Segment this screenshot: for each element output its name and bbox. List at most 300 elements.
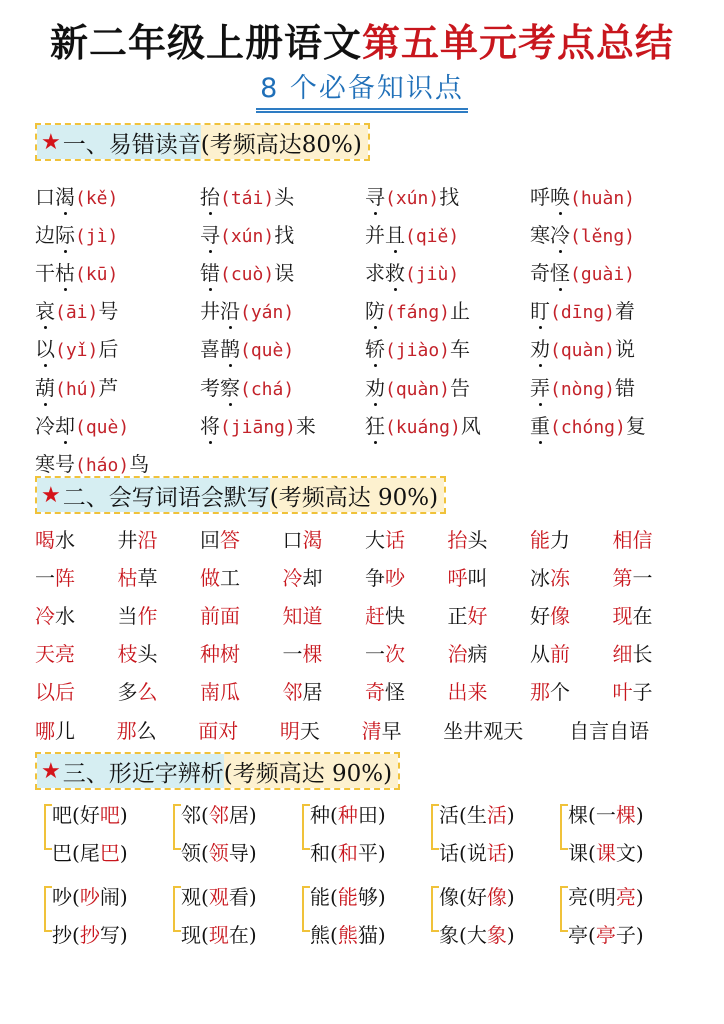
word-part: 作 <box>137 603 158 628</box>
target-char: 劝 <box>530 337 550 362</box>
word-part: 快 <box>385 603 405 628</box>
example-char: 文 <box>615 841 636 865</box>
word-item <box>613 676 696 705</box>
target-char: 沿 <box>220 299 240 324</box>
word-part: 第 <box>612 565 633 590</box>
base-char: 种( <box>310 803 338 827</box>
char-pair-line <box>181 834 302 872</box>
bracket-icon <box>44 804 52 850</box>
base-char: 邻( <box>181 803 209 827</box>
pinyin: (jiào) <box>385 340 451 362</box>
word-item <box>448 562 531 591</box>
words-list <box>35 519 695 748</box>
word-part: 长 <box>632 642 653 667</box>
pronunciation-item <box>200 295 365 324</box>
word-part: 居 <box>302 680 323 705</box>
word-part: 天亮 <box>35 642 75 667</box>
word-part: 大 <box>365 527 385 552</box>
word-suffix: 芦 <box>98 375 119 400</box>
target-char: 防 <box>365 299 385 324</box>
close-paren: ) <box>119 885 128 909</box>
example-char: 能 <box>337 885 358 909</box>
word-part: 病 <box>467 642 488 667</box>
word-item <box>365 524 448 553</box>
pronunciation-item <box>200 219 365 248</box>
word-item <box>118 524 201 553</box>
target-char: 重 <box>530 413 550 438</box>
word-part: 却 <box>302 565 323 590</box>
word-item <box>530 676 613 705</box>
pinyin: (kuáng) <box>385 416 461 438</box>
section-header-similar-chars <box>35 752 400 790</box>
example-char: 明 <box>595 885 616 909</box>
pinyin: (nòng) <box>550 378 616 400</box>
word-part: 治 <box>447 642 468 667</box>
word-suffix: 说 <box>615 337 636 362</box>
close-paren: ) <box>119 923 128 947</box>
example-char: 象 <box>486 923 507 947</box>
base-char: 棵( <box>568 803 596 827</box>
word-part: 沿 <box>137 527 158 552</box>
close-paren: ) <box>119 841 128 865</box>
words-row <box>35 595 695 633</box>
close-paren: ) <box>248 885 257 909</box>
word-part: 正 <box>447 603 468 628</box>
word-part: 喝 <box>35 527 55 552</box>
char-pair-line <box>310 834 431 872</box>
word-part: 怪 <box>385 680 405 705</box>
word-prefix: 干 <box>35 260 55 285</box>
pinyin: (dīng) <box>550 302 616 324</box>
base-char: 吧( <box>52 803 80 827</box>
char-pair-line <box>568 878 689 916</box>
example-char: 吧 <box>99 803 120 827</box>
word-item <box>569 715 695 744</box>
word-item <box>613 638 696 667</box>
pronunciation-item <box>200 333 365 362</box>
pinyin: (quàn) <box>550 340 616 362</box>
example-char: 亮 <box>615 885 636 909</box>
word-item <box>530 600 613 629</box>
word-part: 回 <box>200 527 220 552</box>
target-char: 察 <box>220 375 240 400</box>
char-pair <box>560 796 689 872</box>
word-part: 争 <box>365 565 385 590</box>
example-char: 吵 <box>79 885 100 909</box>
close-paren: ) <box>635 923 644 947</box>
pronunciation-item <box>530 410 695 439</box>
base-char: 抄( <box>52 923 80 947</box>
pinyin: (jiù) <box>405 263 460 285</box>
char-pair <box>44 878 173 954</box>
pinyin: (xún) <box>385 187 440 209</box>
pinyin: (cuò) <box>220 263 275 285</box>
section-title-block <box>37 125 201 159</box>
word-part: 像 <box>550 603 570 628</box>
pronunciation-item <box>530 257 695 286</box>
words-row <box>35 519 695 557</box>
word-suffix: 头 <box>274 184 295 209</box>
pronunciation-row <box>35 291 695 329</box>
target-char: 却 <box>55 413 75 438</box>
word-part: 个 <box>550 680 570 705</box>
title-unit: 第五单元考点总结 <box>362 20 675 65</box>
star-icon: ★ <box>41 129 61 155</box>
char-pair-line <box>439 878 560 916</box>
close-paren: ) <box>248 923 257 947</box>
word-item <box>283 562 366 591</box>
pinyin: (qiě) <box>405 225 460 247</box>
example-char: 居 <box>228 803 249 827</box>
word-item <box>613 562 696 591</box>
word-part: 子 <box>632 680 653 705</box>
close-paren: ) <box>119 803 128 827</box>
char-pair-line <box>52 916 173 954</box>
base-char: 巴( <box>52 841 80 865</box>
section-header-words <box>35 476 446 514</box>
example-char: 领 <box>208 841 229 865</box>
subtitle-text: 8 个必备知识点 <box>256 72 468 113</box>
target-char: 寻 <box>200 222 220 247</box>
word-part: 棵 <box>302 642 323 667</box>
target-char: 寻 <box>365 184 385 209</box>
target-char: 救 <box>385 260 405 285</box>
word-item <box>35 562 118 591</box>
target-char: 怪 <box>550 260 570 285</box>
word-part: 一 <box>632 565 653 590</box>
pinyin: (xún) <box>220 225 275 247</box>
word-part: 么 <box>136 718 157 743</box>
word-item <box>35 600 118 629</box>
pinyin: (tái) <box>220 187 275 209</box>
word-suffix: 告 <box>450 375 471 400</box>
pinyin: (quàn) <box>385 378 451 400</box>
section-freq-block <box>224 754 398 788</box>
char-pair-line <box>439 796 560 834</box>
words-row <box>35 557 695 595</box>
base-char: 观( <box>181 885 209 909</box>
bracket-icon <box>431 886 439 932</box>
word-part: 冰 <box>530 565 550 590</box>
base-char: 熊( <box>310 923 338 947</box>
word-suffix: 找 <box>274 222 295 247</box>
example-char: 够 <box>357 885 378 909</box>
word-part: 赶 <box>365 603 385 628</box>
word-prefix: 奇 <box>530 260 550 285</box>
word-part: 一 <box>35 565 55 590</box>
target-char: 唤 <box>550 184 570 209</box>
section-title-block <box>37 478 270 512</box>
char-pair <box>431 878 560 954</box>
pronunciation-item <box>365 372 530 401</box>
word-suffix: 后 <box>98 337 119 362</box>
word-part: 现 <box>612 603 633 628</box>
word-suffix: 鸟 <box>129 451 150 476</box>
word-item <box>448 676 531 705</box>
pinyin: (jì) <box>75 225 119 247</box>
section-frequency: (考频高达 90%) <box>269 484 439 511</box>
char-pair <box>173 878 302 954</box>
close-paren: ) <box>635 803 644 827</box>
word-part: 奇 <box>365 680 385 705</box>
char-pair <box>431 796 560 872</box>
word-part: 叫 <box>467 565 488 590</box>
base-char: 活( <box>439 803 467 827</box>
word-part: 叶 <box>612 680 633 705</box>
pronunciation-item <box>530 181 695 210</box>
pronunciation-item <box>200 181 365 210</box>
word-part: 做 <box>200 565 220 590</box>
word-item <box>443 715 569 744</box>
target-char: 渴 <box>55 184 75 209</box>
pinyin: (kū) <box>75 263 119 285</box>
example-char: 邻 <box>208 803 229 827</box>
pronunciation-item <box>530 372 695 401</box>
word-prefix: 求 <box>365 260 385 285</box>
example-char: 抄 <box>79 923 100 947</box>
example-char: 像 <box>486 885 507 909</box>
pronunciation-row <box>35 329 695 367</box>
char-pair-line <box>52 834 173 872</box>
example-char: 写 <box>99 923 120 947</box>
word-part: 前面 <box>200 603 240 628</box>
word-item <box>283 638 366 667</box>
word-part: 自言自语 <box>569 718 650 743</box>
pinyin: (què) <box>75 416 130 438</box>
pronunciation-row <box>35 214 695 252</box>
char-pair-line <box>310 796 431 834</box>
close-paren: ) <box>377 841 386 865</box>
char-pair <box>173 796 302 872</box>
target-char: 弄 <box>530 375 550 400</box>
word-part: 在 <box>632 603 653 628</box>
example-char: 好 <box>79 803 100 827</box>
pronunciation-item <box>200 410 365 439</box>
word-part: 多 <box>117 680 138 705</box>
word-part: 头 <box>137 642 158 667</box>
word-item <box>362 715 444 744</box>
char-pair-line <box>568 834 689 872</box>
bracket-icon <box>560 886 568 932</box>
pronunciation-row <box>35 252 695 290</box>
target-char: 盯 <box>530 299 550 324</box>
pinyin: (háo) <box>75 454 130 476</box>
word-prefix: 呼 <box>530 184 550 209</box>
pronunciation-item <box>365 295 530 324</box>
word-part: 面对 <box>198 718 239 743</box>
close-paren: ) <box>248 803 257 827</box>
words-row <box>35 634 695 672</box>
example-char: 巴 <box>99 841 120 865</box>
section-title-block <box>37 754 224 788</box>
base-char: 现( <box>181 923 209 947</box>
char-pair <box>302 878 431 954</box>
word-item <box>35 524 118 553</box>
word-prefix: 考 <box>200 375 220 400</box>
pinyin: (hú) <box>55 378 99 400</box>
words-row <box>35 672 695 710</box>
example-char: 平 <box>357 841 378 865</box>
pronunciation-item <box>200 372 365 401</box>
word-item <box>530 638 613 667</box>
pronunciation-item <box>365 219 530 248</box>
word-part: 水 <box>55 527 75 552</box>
pinyin: (jiāng) <box>220 416 296 438</box>
example-char: 子 <box>615 923 636 947</box>
char-pair <box>302 796 431 872</box>
pinyin: (kě) <box>75 187 119 209</box>
example-char: 观 <box>208 885 229 909</box>
close-paren: ) <box>506 841 515 865</box>
word-part: 那 <box>116 718 137 743</box>
word-part: 儿 <box>55 718 75 743</box>
word-part: 力 <box>550 527 570 552</box>
close-paren: ) <box>377 923 386 947</box>
similar-chars-row <box>44 796 704 872</box>
base-char: 像( <box>439 885 467 909</box>
base-char: 和( <box>310 841 338 865</box>
word-part: 井 <box>117 527 138 552</box>
example-char: 闹 <box>99 885 120 909</box>
word-part: 次 <box>385 642 405 667</box>
word-part: 枯 <box>117 565 138 590</box>
word-item <box>283 600 366 629</box>
bracket-icon <box>302 886 310 932</box>
word-item <box>283 676 366 705</box>
word-part: 冻 <box>550 565 570 590</box>
word-part: 南瓜 <box>200 680 240 705</box>
word-item <box>365 638 448 667</box>
word-item <box>35 676 118 705</box>
pinyin: (guài) <box>570 263 636 285</box>
word-part: 头 <box>467 527 488 552</box>
word-part: 抬 <box>447 527 468 552</box>
pronunciation-item <box>365 257 530 286</box>
section-header-pronunciation <box>35 123 370 161</box>
word-suffix: 风 <box>460 413 481 438</box>
page-subtitle <box>0 72 724 113</box>
word-part: 渴 <box>302 527 323 552</box>
pronunciation-row <box>35 367 695 405</box>
char-pair-line <box>568 916 689 954</box>
word-part: 冷 <box>35 603 55 628</box>
word-part: 好 <box>530 603 550 628</box>
base-char: 话( <box>439 841 467 865</box>
pronunciation-item <box>35 333 200 362</box>
example-char: 在 <box>228 923 249 947</box>
word-prefix: 口 <box>35 184 55 209</box>
word-item <box>117 715 199 744</box>
words-row <box>35 710 695 748</box>
word-part: 一 <box>282 642 303 667</box>
word-prefix: 并 <box>365 222 385 247</box>
bracket-icon <box>560 804 568 850</box>
target-char: 际 <box>55 222 75 247</box>
word-item <box>530 524 613 553</box>
word-item <box>448 638 531 667</box>
pronunciation-item <box>530 295 695 324</box>
word-part: 哪 <box>35 718 55 743</box>
word-part: 出来 <box>447 680 488 705</box>
word-part: 前 <box>550 642 570 667</box>
word-suffix: 错 <box>615 375 636 400</box>
word-item <box>283 524 366 553</box>
word-suffix: 车 <box>450 337 471 362</box>
star-icon: ★ <box>41 758 61 784</box>
word-item <box>35 638 118 667</box>
close-paren: ) <box>377 885 386 909</box>
base-char: 吵( <box>52 885 80 909</box>
word-part: 能 <box>530 527 550 552</box>
word-part: 知道 <box>282 603 323 628</box>
star-icon: ★ <box>41 482 61 508</box>
word-item <box>200 676 283 705</box>
section-title: 三、形近字辨析 <box>62 760 224 787</box>
word-item <box>118 600 201 629</box>
example-char: 看 <box>228 885 249 909</box>
target-char: 冷 <box>550 222 570 247</box>
char-pair-line <box>439 834 560 872</box>
pinyin: (yán) <box>240 302 295 324</box>
pronunciation-item <box>365 333 530 362</box>
target-char: 鹊 <box>220 337 240 362</box>
pinyin: (què) <box>240 340 295 362</box>
word-item <box>118 676 201 705</box>
word-part: 工 <box>220 565 240 590</box>
pronunciation-item <box>35 295 200 324</box>
word-item <box>613 600 696 629</box>
word-item <box>613 524 696 553</box>
target-char: 抬 <box>200 184 220 209</box>
word-part: 种树 <box>200 642 240 667</box>
example-char: 导 <box>228 841 249 865</box>
example-char: 说 <box>466 841 487 865</box>
word-part: 好 <box>467 603 488 628</box>
page-title <box>0 18 724 68</box>
close-paren: ) <box>635 885 644 909</box>
word-item <box>280 715 362 744</box>
pronunciation-row <box>35 405 695 443</box>
word-part: 口 <box>282 527 303 552</box>
word-item <box>448 600 531 629</box>
word-suffix: 误 <box>274 260 295 285</box>
word-prefix: 寒 <box>530 222 550 247</box>
pronunciation-row <box>35 176 695 214</box>
target-char: 枯 <box>55 260 75 285</box>
close-paren: ) <box>635 841 644 865</box>
word-prefix: 寒 <box>35 451 55 476</box>
bracket-icon <box>173 804 181 850</box>
example-char: 和 <box>337 841 358 865</box>
example-char: 种 <box>337 803 358 827</box>
word-item <box>365 562 448 591</box>
char-pair-line <box>181 916 302 954</box>
bracket-icon <box>173 886 181 932</box>
word-suffix: 找 <box>439 184 460 209</box>
base-char: 课( <box>568 841 596 865</box>
word-suffix: 着 <box>615 299 636 324</box>
word-part: 草 <box>137 565 158 590</box>
word-part: 那 <box>530 680 550 705</box>
pinyin: (lěng) <box>570 225 636 247</box>
pronunciation-item <box>35 219 200 248</box>
word-part: 话 <box>385 527 405 552</box>
section-freq-block <box>270 478 444 512</box>
word-prefix: 喜 <box>200 337 220 362</box>
word-part: 冷 <box>282 565 303 590</box>
char-pair-line <box>310 916 431 954</box>
char-pair-line <box>568 796 689 834</box>
